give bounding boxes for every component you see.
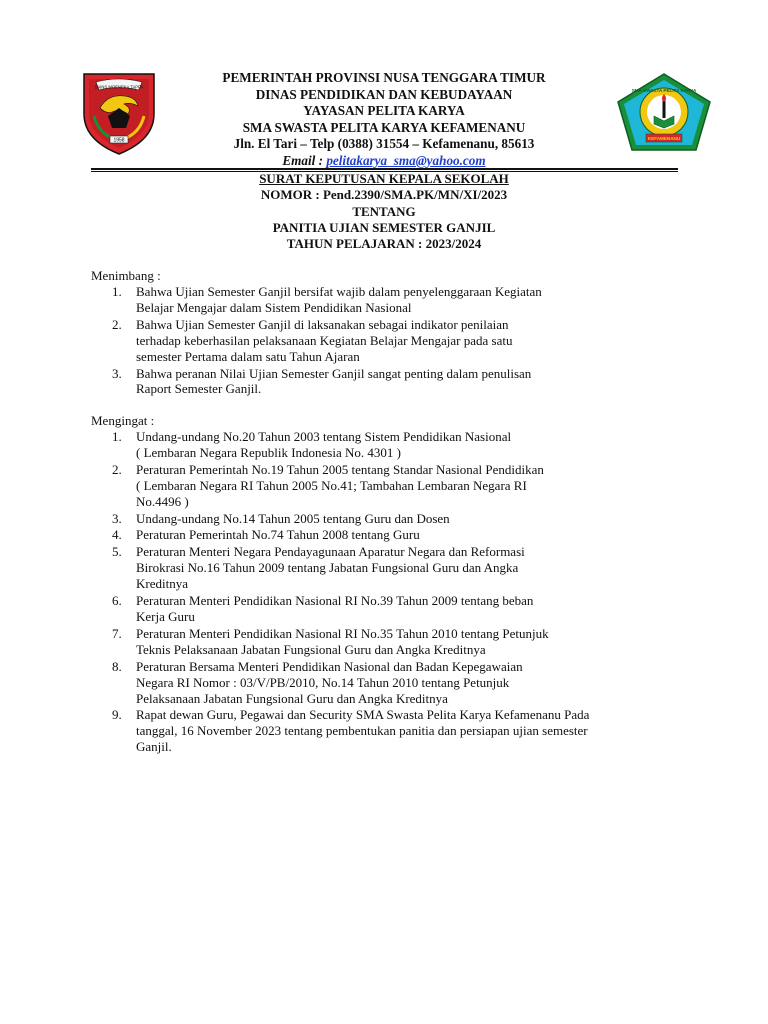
- school-bottom-text: KEFAMENANU: [647, 136, 681, 141]
- list-item: [0, 544, 677, 592]
- mengingat-label: Mengingat :: [91, 413, 155, 428]
- list-item-line: Belajar Mengajar dalam Sistem Pendidikan Nasional: [136, 299, 412, 315]
- menimbang-label: Menimbang :: [91, 268, 161, 283]
- list-item: [0, 429, 677, 461]
- letterhead-province: PEMERINTAH PROVINSI NUSA TENGGARA TIMUR: [222, 70, 546, 85]
- list-item: [0, 511, 677, 527]
- list-item-text: [136, 659, 626, 707]
- regency-shield-emblem-icon: [78, 70, 160, 156]
- list-item-number: 1.: [112, 284, 122, 299]
- list-item-line: Undang-undang No.20 Tahun 2003 tentang Sistem Pendidikan Nasional: [136, 429, 512, 444]
- list-item-text: [136, 527, 626, 543]
- decree-number: NOMOR : Pend.2390/SMA.PK/MN/XI/2023: [260, 187, 508, 203]
- list-item-text: [136, 511, 626, 527]
- list-item-text: [136, 462, 626, 510]
- list-item-text: [136, 593, 626, 625]
- list-item-line: Birokrasi No.16 Tahun 2009 tentang Jabatan Fungsional Guru dan Angka: [136, 560, 519, 576]
- list-item-line: terhadap keberhasilan pelaksanaan Kegiatan Belajar Mengajar pada satu: [136, 332, 513, 348]
- list-item-text: [136, 366, 626, 398]
- list-item-number: 4.: [112, 527, 122, 543]
- list-item-line: Kreditnya: [136, 576, 188, 592]
- list-item-text: [136, 429, 626, 461]
- list-item-line: Bahwa Ujian Semester Ganjil bersifat wajib dalam penyelenggaraan Kegiatan: [136, 284, 542, 299]
- list-item-line: Peraturan Pemerintah No.19 Tahun 2005 tentang Standar Nasional Pendidikan: [136, 461, 544, 477]
- list-item-text: [136, 707, 677, 755]
- list-item-text: [136, 626, 626, 658]
- email-label: Email :: [282, 152, 327, 168]
- list-item-number: 7.: [112, 625, 122, 641]
- list-item-line: Peraturan Pemerintah No.74 Tahun 2008 tentang Guru: [136, 527, 420, 543]
- list-item-line: Peraturan Menteri Negara Pendayagunaan Aparatur Negara dan Reformasi: [136, 544, 525, 560]
- list-item-line: Undang-undang No.14 Tahun 2005 tentang Guru dan Dosen: [136, 510, 450, 526]
- list-item-number: 3.: [112, 365, 122, 381]
- school-ring-text: SMA SWASTA PELITA KARYA: [631, 88, 697, 93]
- letterhead-school-name: SMA SWASTA PELITA KARYA KEFAMENANU: [242, 119, 526, 135]
- list-item: [0, 317, 626, 365]
- letterhead-address: Jln. El Tari – Telp (0388) 31554 – Kefamenanu, 85613: [233, 136, 535, 151]
- list-item-number: 9.: [112, 707, 122, 723]
- list-item-line: Peraturan Bersama Menteri Pendidikan Nasional dan Badan Kepegawaian: [136, 658, 523, 674]
- list-item: [0, 626, 677, 658]
- list-item-number: 1.: [112, 429, 122, 444]
- list-item-number: 6.: [112, 593, 122, 609]
- list-item-line: Rapat dewan Guru, Pegawai dan Security SMA Swasta Pelita Karya Kefamenanu Pada: [136, 707, 590, 723]
- list-item-text: [136, 284, 626, 316]
- list-item-line: Bahwa peranan Nilai Ujian Semester Ganjil sangat penting dalam penulisan: [136, 365, 532, 381]
- menimbang-list: [0, 284, 626, 398]
- list-item: [0, 707, 677, 755]
- school-pentagon-emblem-icon: [616, 72, 712, 152]
- list-item-number: 2.: [112, 461, 122, 477]
- list-item-line: Negara RI Nomor : 03/V/PB/2010, No.14 Tahun 2010 tentang Petunjuk: [136, 674, 510, 690]
- list-item-number: 8.: [112, 658, 122, 674]
- list-item-number: 3.: [112, 510, 122, 526]
- list-item: [0, 527, 677, 543]
- list-item-line: No.4496 ): [136, 493, 189, 509]
- letterhead-department: DINAS PENDIDIKAN DAN KEBUDAYAAN: [255, 86, 513, 102]
- list-item: [0, 593, 677, 625]
- decree-title: SURAT KEPUTUSAN KEPALA SEKOLAH: [259, 171, 509, 186]
- decree-subject: PANITIA UJIAN SEMESTER GANJIL: [272, 219, 496, 235]
- list-item-line: Ganjil.: [136, 739, 172, 755]
- list-item-line: ( Lembaran Negara RI Tahun 2005 No.41; Tambahan Lembaran Negara RI: [136, 477, 527, 493]
- decree-title-block: [170, 171, 598, 252]
- list-item: [0, 659, 677, 707]
- header-divider-thick: [91, 168, 678, 170]
- shield-banner-text: SAINS MOENEKA TAPPA: [94, 84, 144, 90]
- list-item-line: tanggal, 16 November 2023 tentang pembentukan panitia dan persiapan ujian semester: [136, 723, 588, 739]
- list-item-line: Bahwa Ujian Semester Ganjil di laksanakan sebagai indikator penilaian: [136, 316, 509, 332]
- list-item: [0, 284, 626, 316]
- list-item-number: 5.: [112, 544, 122, 560]
- letterhead-foundation: YAYASAN PELITA KARYA: [303, 103, 465, 118]
- list-item-line: Raport Semester Ganjil.: [136, 381, 262, 397]
- letterhead-email-line: [170, 153, 598, 170]
- email-link[interactable]: pelitakarya_sma@yahoo.com: [326, 152, 486, 168]
- list-item: [0, 366, 626, 398]
- list-item-text: [136, 317, 626, 365]
- list-item-line: Teknis Pelaksanaan Jabatan Fungsional Guru dan Angka Kreditnya: [136, 641, 486, 657]
- list-item: [0, 462, 677, 510]
- list-item-number: 2.: [112, 316, 122, 332]
- shield-year-text: 1958: [113, 137, 125, 144]
- list-item-line: Peraturan Menteri Pendidikan Nasional RI No.39 Tahun 2009 tentang beban: [136, 593, 534, 609]
- list-item-line: Peraturan Menteri Pendidikan Nasional RI No.35 Tahun 2010 tentang Petunjuk: [136, 625, 549, 641]
- list-item-text: [136, 544, 626, 592]
- list-item-line: ( Lembaran Negara Republik Indonesia No. 4301 ): [136, 444, 401, 460]
- list-item-line: Pelaksanaan Jabatan Fungsional Guru dan Angka Kreditnya: [136, 690, 448, 706]
- list-item-line: semester Pertama dalam satu Tahun Ajaran: [136, 348, 360, 364]
- mengingat-list: [0, 429, 677, 756]
- decree-academic-year: TAHUN PELAJARAN : 2023/2024: [286, 236, 482, 252]
- letterhead: [170, 70, 598, 169]
- list-item-line: Kerja Guru: [136, 608, 195, 624]
- decree-about-label: TENTANG: [352, 203, 416, 219]
